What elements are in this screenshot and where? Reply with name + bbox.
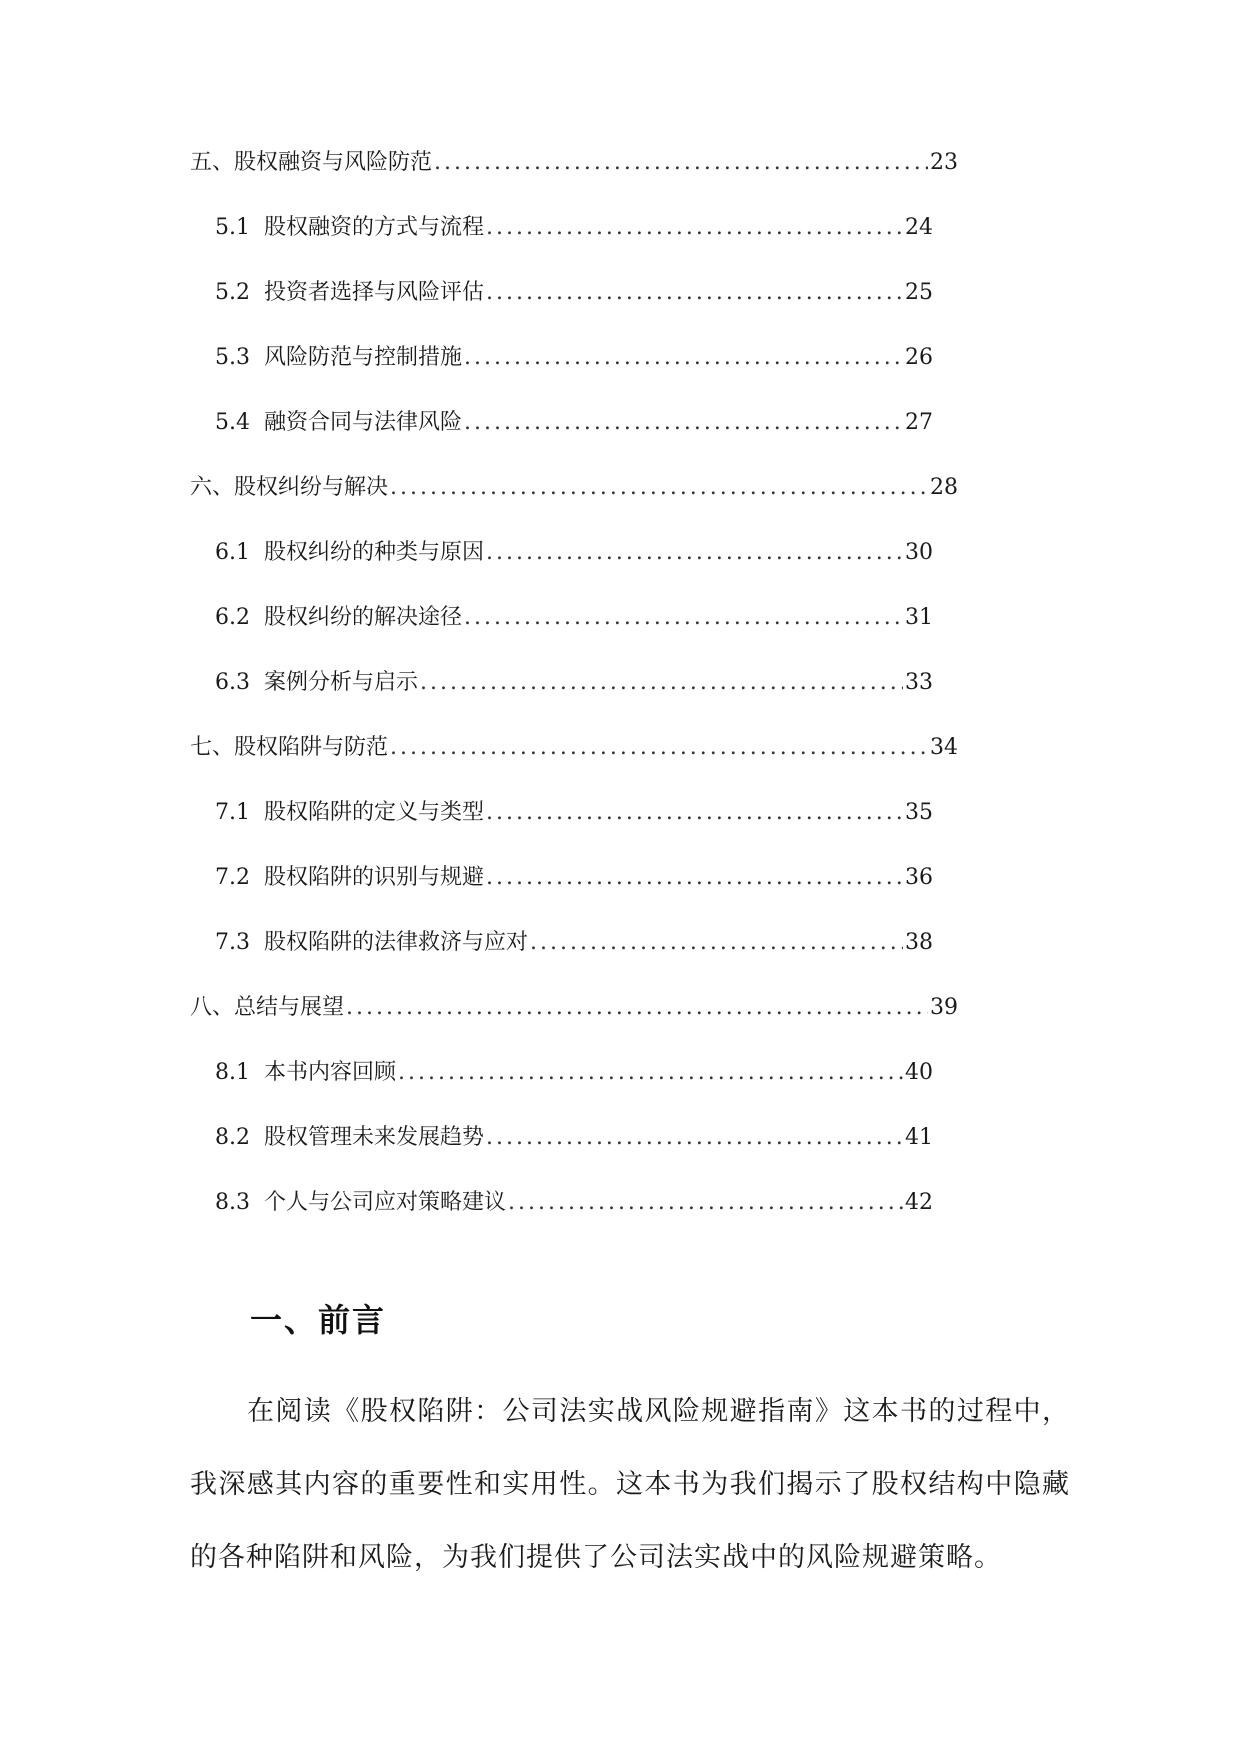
toc-entry-title bbox=[190, 473, 388, 503]
toc-section-entry[interactable] bbox=[190, 668, 933, 733]
toc-entry-title bbox=[215, 798, 484, 828]
toc-entry-title bbox=[215, 278, 484, 308]
toc-entry-title bbox=[215, 213, 484, 243]
toc-entry-text: 案例分析与启示 bbox=[264, 670, 419, 695]
toc-entry-title bbox=[215, 343, 462, 373]
toc-section-entry[interactable] bbox=[190, 1058, 933, 1123]
toc-section-entry[interactable] bbox=[190, 603, 933, 668]
toc-section-entry[interactable] bbox=[190, 798, 933, 863]
toc-entry-number: 5.4 bbox=[215, 410, 250, 435]
toc-entry-title bbox=[215, 1058, 396, 1088]
toc-entry-title bbox=[215, 1188, 506, 1218]
toc-entry-number: 6.1 bbox=[215, 540, 250, 565]
toc-dot-leader bbox=[390, 733, 928, 763]
toc-dot-leader bbox=[398, 1058, 903, 1088]
toc-entry-text: 七、股权陷阱与防范 bbox=[190, 735, 389, 760]
toc-entry-text: 股权陷阱的定义与类型 bbox=[264, 800, 485, 825]
toc-entry-text: 股权陷阱的识别与规避 bbox=[264, 865, 485, 890]
toc-chapter-entry[interactable] bbox=[190, 733, 958, 798]
toc-entry-number: 8.2 bbox=[215, 1125, 250, 1150]
toc-entry-number: 6.3 bbox=[215, 670, 250, 695]
toc-entry-title bbox=[190, 148, 432, 178]
toc-section-entry[interactable] bbox=[190, 1188, 933, 1253]
toc-entry-title bbox=[215, 408, 462, 438]
toc-section-entry[interactable] bbox=[190, 1123, 933, 1188]
toc-entry-number: 6.2 bbox=[215, 605, 250, 630]
toc-page-number: 33 bbox=[905, 670, 933, 695]
toc-dot-leader bbox=[486, 213, 903, 243]
toc-section-entry[interactable] bbox=[190, 408, 933, 473]
toc-page-number: 31 bbox=[905, 605, 933, 630]
toc-chapter-entry[interactable] bbox=[190, 993, 958, 1058]
toc-dot-leader bbox=[486, 1123, 903, 1153]
toc-dot-leader bbox=[464, 343, 903, 373]
toc-entry-number: 7.3 bbox=[215, 930, 250, 955]
toc-entry-text: 股权纠纷的种类与原因 bbox=[264, 540, 485, 565]
toc-entry-text: 六、股权纠纷与解决 bbox=[190, 475, 389, 500]
toc-chapter-entry[interactable] bbox=[190, 473, 958, 538]
toc-section-entry[interactable] bbox=[190, 278, 933, 343]
toc-page-number: 28 bbox=[930, 475, 958, 500]
toc-dot-leader bbox=[486, 863, 903, 893]
toc-entry-text: 股权陷阱的法律救济与应对 bbox=[264, 930, 529, 955]
toc-entry-title bbox=[190, 993, 344, 1023]
toc-dot-leader bbox=[486, 538, 903, 568]
toc-entry-title bbox=[215, 538, 484, 568]
toc-entry-text: 本书内容回顾 bbox=[264, 1060, 397, 1085]
toc-dot-leader bbox=[486, 798, 903, 828]
toc-section-entry[interactable] bbox=[190, 343, 933, 408]
toc-dot-leader bbox=[508, 1188, 903, 1218]
toc-page-number: 26 bbox=[905, 345, 933, 370]
toc-page-number: 24 bbox=[905, 215, 933, 240]
toc-entry-number: 5.2 bbox=[215, 280, 250, 305]
toc-section-entry[interactable] bbox=[190, 928, 933, 993]
toc-page-number: 42 bbox=[905, 1190, 933, 1215]
toc-entry-title bbox=[215, 863, 484, 893]
toc-entry-text: 五、股权融资与风险防范 bbox=[190, 150, 433, 175]
toc-page-number: 38 bbox=[905, 930, 933, 955]
toc-chapter-entry[interactable] bbox=[190, 148, 958, 213]
toc-page-number: 41 bbox=[905, 1125, 933, 1150]
toc-dot-leader bbox=[486, 278, 903, 308]
toc-entry-title bbox=[215, 928, 528, 958]
section-heading: 一、前言 bbox=[250, 1301, 387, 1339]
toc-entry-number: 8.3 bbox=[215, 1190, 250, 1215]
toc-entry-number: 8.1 bbox=[215, 1060, 250, 1085]
toc-entry-text: 股权管理未来发展趋势 bbox=[264, 1125, 485, 1150]
toc-page-number: 30 bbox=[905, 540, 933, 565]
toc-dot-leader bbox=[420, 668, 903, 698]
toc-dot-leader bbox=[346, 993, 928, 1023]
toc-page-number: 25 bbox=[905, 280, 933, 305]
toc-dot-leader bbox=[530, 928, 903, 958]
toc-entry-title bbox=[215, 668, 418, 698]
toc-dot-leader bbox=[464, 408, 903, 438]
toc-entry-title bbox=[215, 603, 462, 633]
toc-dot-leader bbox=[390, 473, 928, 503]
toc-page-number: 40 bbox=[905, 1060, 933, 1085]
toc-page-number: 35 bbox=[905, 800, 933, 825]
toc-entry-number: 7.1 bbox=[215, 800, 250, 825]
toc-entry-text: 八、总结与展望 bbox=[190, 995, 345, 1020]
toc-page-number: 27 bbox=[905, 410, 933, 435]
toc-dot-leader bbox=[434, 148, 928, 178]
toc-page-number: 36 bbox=[905, 865, 933, 890]
toc-entry-text: 股权融资的方式与流程 bbox=[264, 215, 485, 240]
toc-page-number: 39 bbox=[930, 995, 958, 1020]
toc-entry-text: 融资合同与法律风险 bbox=[264, 410, 463, 435]
toc-page-number: 23 bbox=[930, 150, 958, 175]
toc-entry-number: 7.2 bbox=[215, 865, 250, 890]
toc-section-entry[interactable] bbox=[190, 538, 933, 603]
toc-entry-text: 风险防范与控制措施 bbox=[264, 345, 463, 370]
toc-page-number: 34 bbox=[930, 735, 958, 760]
body-text bbox=[190, 1375, 1070, 1594]
toc-entry-number: 5.1 bbox=[215, 215, 250, 240]
toc-section-entry[interactable] bbox=[190, 213, 933, 278]
toc-entry-title bbox=[190, 733, 388, 763]
toc-entry-text: 个人与公司应对策略建议 bbox=[264, 1190, 507, 1215]
toc-entry-title bbox=[215, 1123, 484, 1153]
toc-dot-leader bbox=[464, 603, 903, 633]
toc-entry-text: 股权纠纷的解决途径 bbox=[264, 605, 463, 630]
toc-entry-text: 投资者选择与风险评估 bbox=[264, 280, 485, 305]
preface-paragraph: 在阅读《股权陷阱：公司法实战风险规避指南》这本书的过程中，我深感其内容的重要性和实用性。这本书为我们揭示了股权结构中隐藏的各种陷阱和风险，为我们提供了公司法实战中的风险规避策略。 bbox=[190, 1396, 1070, 1573]
toc-section-entry[interactable] bbox=[190, 863, 933, 928]
toc-entry-number: 5.3 bbox=[215, 345, 250, 370]
table-of-contents bbox=[190, 148, 960, 1253]
